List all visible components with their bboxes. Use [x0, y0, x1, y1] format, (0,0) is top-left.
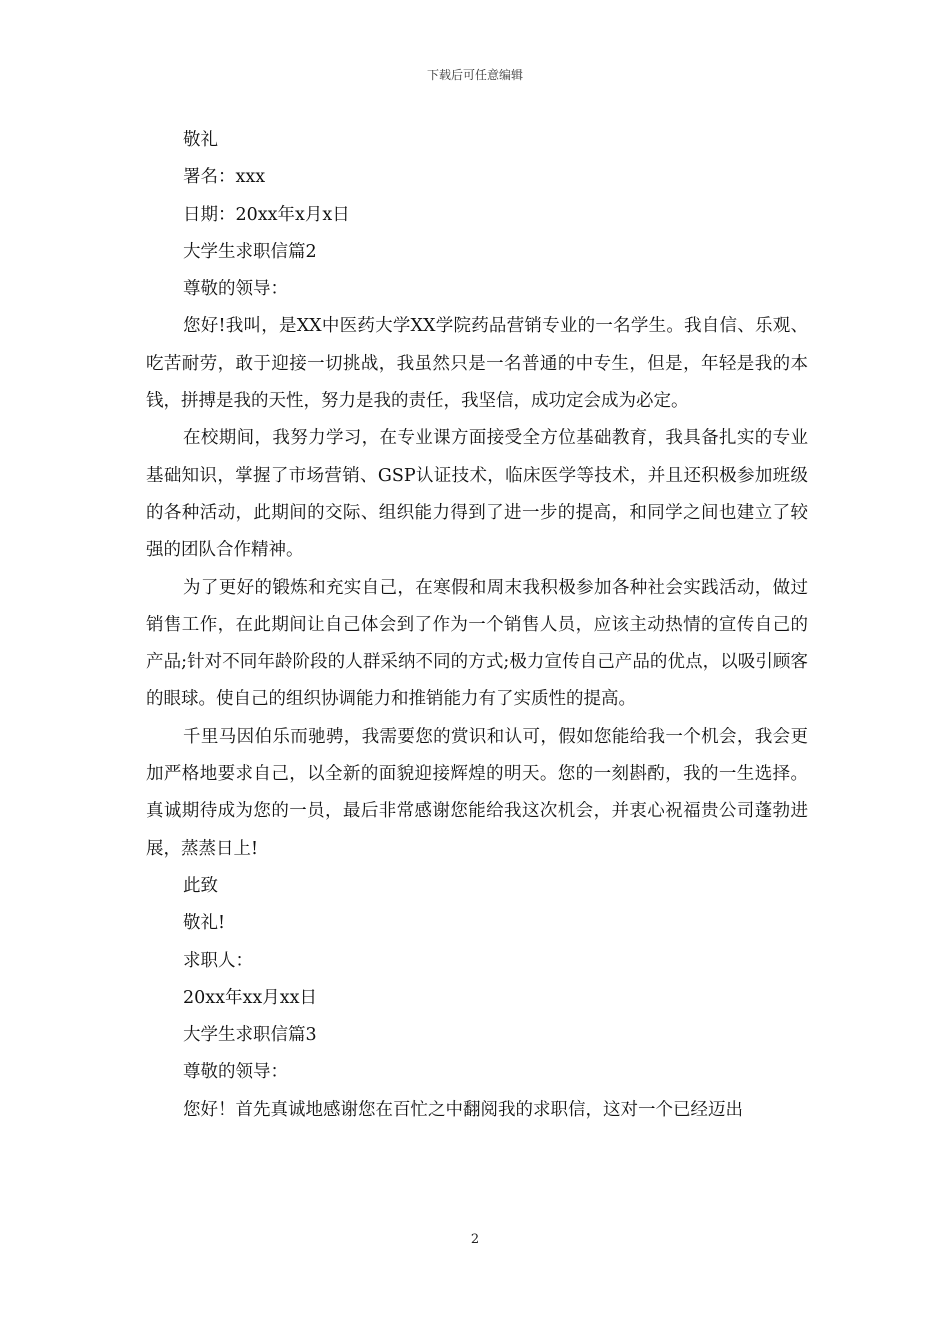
letter-2-closing: 此致 [183, 875, 218, 896]
letter-2-paragraph: 在校期间，我努力学习，在专业课方面接受全方位基础教育，我具备扎实的专业基础知识，掌握了市场营销、GSP认证技术，临床医学等技术，并且还积极参加班级的各种活动，此期间的交际、组织能力得到了进一步的提高，和同学之间也建立了较强的团队合作精神。 [146, 428, 808, 561]
letter-3-paragraph-start: 您好！首先真诚地感谢您在百忙之中翻阅我的求职信，这对一个已经迈出 [183, 1099, 743, 1120]
letter-2-paragraph: 您好!我叫，是XX中医药大学XX学院药品营销专业的一名学生。我自信、乐观、吃苦耐劳，敢于迎接一切挑战，我虽然只是一名普通的中专生，但是，年轻是我的本钱，拼搏是我的天性，努力是我的责任，我坚信，成功定会成为必定。 [146, 316, 808, 412]
signature-line: 署名：xxx [183, 167, 266, 188]
page-number: 2 [470, 1232, 480, 1247]
letter-2-applicant: 求职人： [183, 950, 253, 971]
letter-2-paragraph: 千里马因伯乐而驰骋，我需要您的赏识和认可，假如您能给我一个机会，我会更加严格地要求自己，以全新的面貌迎接辉煌的明天。您的一刻斟酌，我的一生选择。真诚期待成为您的一员，最后非常感谢您能给我这次机会，并衷心祝福贵公司蓬勃进展，蒸蒸日上! [146, 726, 808, 859]
letter-2-heading: 大学生求职信篇2 [183, 241, 317, 262]
letter-3-salutation: 尊敬的领导： [183, 1062, 288, 1083]
closing-salute: 敬礼 [183, 130, 218, 150]
page-header: 下载后可任意编辑 [426, 68, 523, 82]
document-body [146, 122, 808, 1129]
letter-2-salute: 敬礼! [183, 913, 226, 934]
date-line: 日期：20xx年x月x日 [183, 204, 350, 225]
letter-2-date: 20xx年xx月xx日 [183, 987, 317, 1008]
letter-2-paragraph: 为了更好的锻炼和充实自己，在寒假和周末我积极参加各种社会实践活动，做过销售工作，在此期间让自己体会到了作为一个销售人员，应该主动热情的宣传自己的产品;针对不同年龄阶段的人群采纳不同的方式;极力宣传自己产品的优点，以吸引顾客的眼球。使自己的组织协调能力和推销能力有了实质性的提高。 [146, 577, 808, 710]
letter-3-heading: 大学生求职信篇3 [183, 1025, 317, 1046]
letter-2-salutation: 尊敬的领导： [183, 279, 288, 300]
